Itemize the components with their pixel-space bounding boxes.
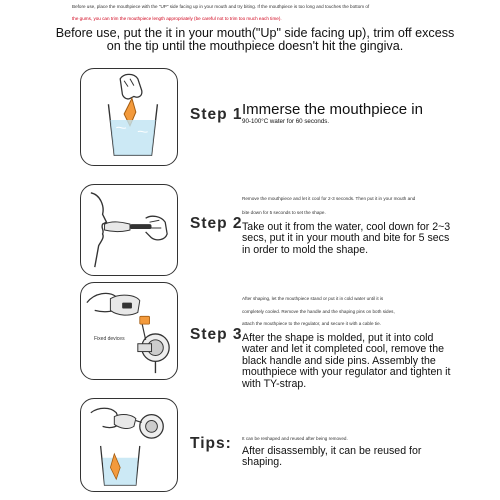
step1-label: Step 1 [190,106,243,123]
bite-illustration-svg [81,185,177,275]
step2-illustration [80,184,178,276]
step3-note-line3: attach the mouthpiece to the regulator, and secure it with a cable tie. [242,321,381,326]
step3-illustration [80,282,178,380]
step2-note-line1: Remove the mouthpiece and let it cool for 2-3 seconds. Then put it in your mouth and [242,196,416,201]
tips-note: It can be reshaped and reused after being removed. [242,436,348,441]
tips-text: After disassembly, it can be reused for shaping. [242,445,422,469]
step3-label: Step 3 [190,326,243,343]
fixed-devices-caption: Fixed devices [94,336,125,342]
assembly-illustration-svg [81,283,177,379]
tips-label: Tips: [190,435,232,452]
step2-note-line2: bite down for 5 seconds to set the shape. [242,210,326,215]
step3-note-line2: completely cooled. Remove the handle and the shaping pins on both sides, [242,309,395,314]
intro-instruction: Before use, put the it in your mouth("Up" side facing up), trim off excess on the tip until the mouthpiece doesn't hit the gingiva. [55,26,455,53]
step1-illustration [80,68,178,166]
trim-warning-note: the gums, you can trim the mouthpiece length appropriately (be careful not to trim too much each time). [72,16,282,21]
reuse-illustration-svg [81,399,177,491]
step3-note-line1: After shaping, let the mouthpiece stand or put it in cold water until it is [242,296,384,301]
step2-text: Take out it from the water, cool down for 2~3 secs, put it in your mouth and bite for 5 secs in order to mold the shape. [242,221,451,256]
step1-title: Immerse the mouthpiece in [242,101,423,118]
step2-label: Step 2 [190,215,243,232]
tips-illustration [80,398,178,492]
step3-text: After the shape is molded, put it into cold water and let it completed cool, remove the black handle and side pins. Assembly the mouthpiece with your regulator and tighten it with TY-strap. [242,332,451,390]
step1-subtitle: 90-100°C water for 60 seconds. [242,118,330,125]
usage-note: Before use, place the mouthpiece with the "UP" side facing up in your mouth and try biting. If the mouthpiece is too long and touches the bottom of [72,4,370,9]
immerse-illustration-svg [81,69,177,165]
